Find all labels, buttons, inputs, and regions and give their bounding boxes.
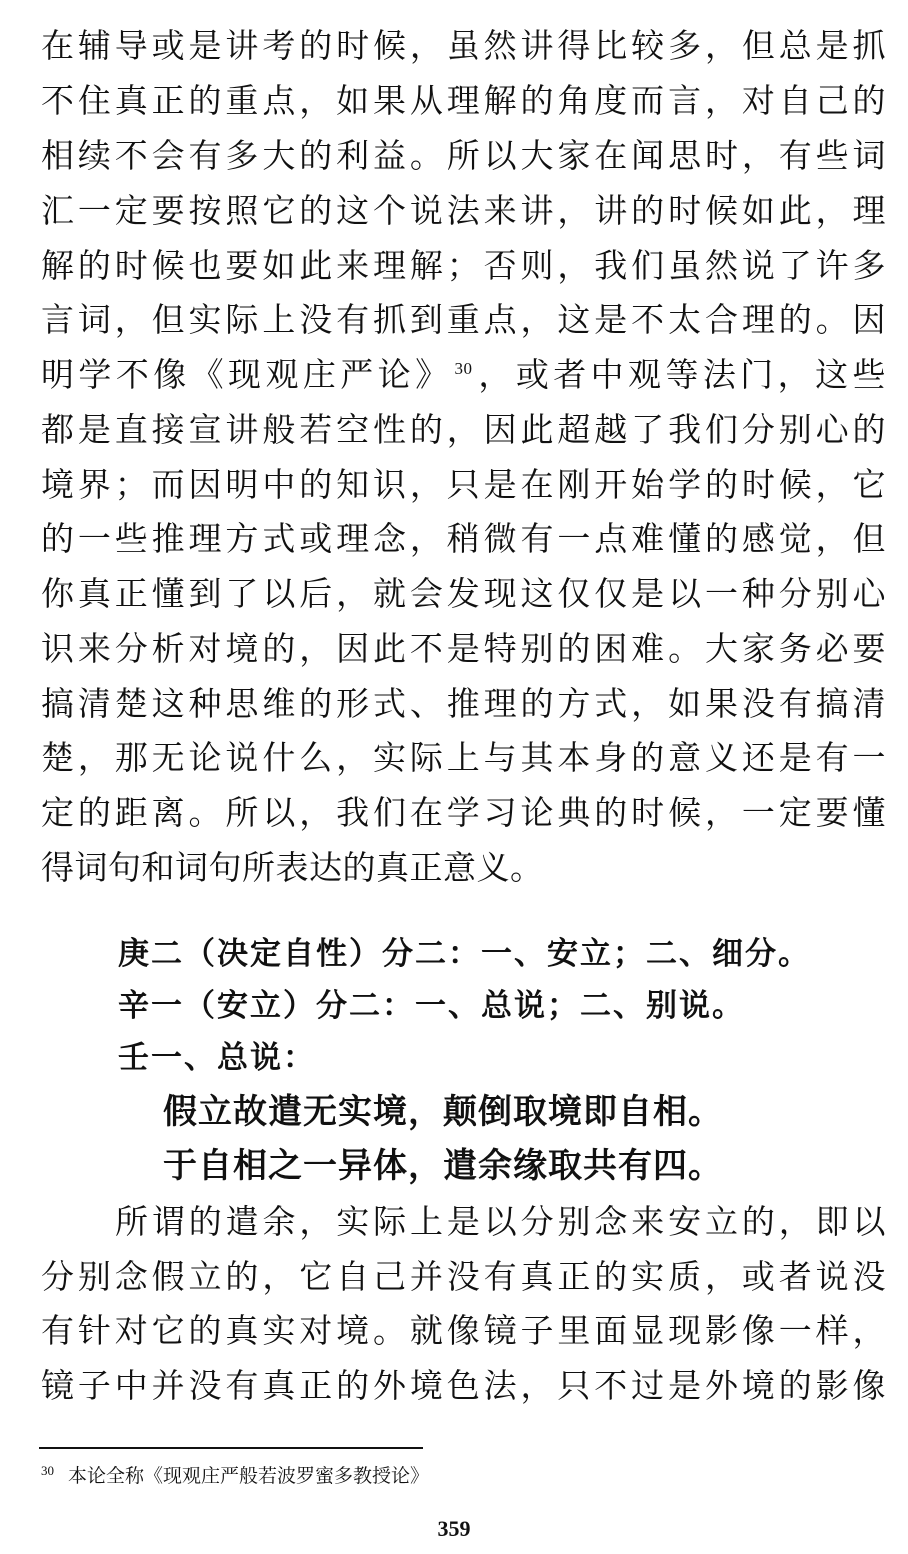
body-text-line: 都是直接宣讲般若空性的，因此超越了我们分别心的 (41, 410, 886, 449)
page-number: 359 (437, 1516, 471, 1541)
body-text-line: 境界；而因明中的知识，只是在刚开始学的时候，它 (41, 465, 886, 504)
body-text-line: 得词句和词句所表达的真正意义。 (41, 848, 544, 887)
body-text-line: 解的时候也要如此来理解；否则，我们虽然说了许多 (41, 246, 886, 285)
body-text-line: 所谓的遣余，实际上是以分别念来安立的，即以 (115, 1202, 886, 1241)
body-text-line: 搞清楚这种思维的形式、推理的方式，如果没有搞清 (41, 684, 886, 723)
section-heading: 壬一、总说： (118, 1040, 316, 1076)
body-text-line: 分别念假立的，它自己并没有真正的实质，或者说没 (41, 1257, 886, 1296)
footnote-text: 本论全称《现观庄严般若波罗蜜多教授论》 (68, 1465, 430, 1487)
body-text-line: 相续不会有多大的利益。所以大家在闻思时，有些词 (41, 136, 886, 175)
footnote-number: 30 (41, 1462, 54, 1478)
body-text-fragment: ，或者中观等法门，这些 (474, 355, 887, 394)
verse-line: 假立故遣无实境，颠倒取境即自相。 (163, 1092, 723, 1132)
body-text-line: 不住真正的重点，如果从理解的角度而言，对自己的 (41, 81, 886, 120)
footnote (41, 1462, 429, 1490)
body-text-line: 楚，那无论说什么，实际上与其本身的意义还是有一 (41, 738, 886, 777)
body-text-line: 识来分析对境的，因此不是特别的困难。大家务必要 (41, 629, 886, 668)
body-text-line: 定的距离。所以，我们在学习论典的时候，一定要懂 (41, 793, 886, 832)
body-text-line: 汇一定要按照它的这个说法来讲，讲的时候如此，理 (41, 191, 886, 230)
body-text-line-with-footnote (41, 347, 886, 403)
section-heading: 庚二（决定自性）分二：一、安立；二、细分。 (118, 936, 811, 972)
body-text-fragment: 明学不像《现观庄严论》 (41, 355, 453, 394)
footnote-divider (39, 1447, 423, 1449)
body-text-line: 言词，但实际上没有抓到重点，这是不太合理的。因 (41, 300, 886, 339)
body-text-line: 有针对它的真实对境。就像镜子里面显现影像一样， (41, 1311, 886, 1350)
verse-line: 于自相之一异体，遣余缘取共有四。 (163, 1146, 723, 1186)
body-text-line: 你真正懂到了以后，就会发现这仅仅是以一种分别心 (41, 574, 886, 613)
body-text-line: 的一些推理方式或理念，稍微有一点难懂的感觉，但 (41, 519, 886, 558)
section-heading: 辛一（安立）分二：一、总说；二、别说。 (118, 988, 745, 1024)
body-text-line: 镜子中并没有真正的外境色法，只不过是外境的影像 (41, 1366, 886, 1405)
body-text-line: 在辅导或是讲考的时候，虽然讲得比较多，但总是抓 (41, 26, 886, 65)
footnote-reference[interactable]: 30 (454, 359, 473, 378)
